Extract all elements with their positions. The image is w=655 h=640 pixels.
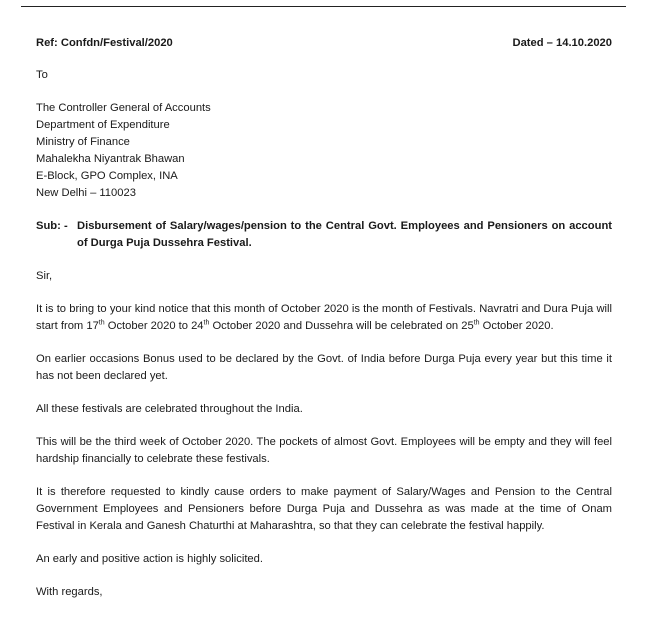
ordinal-suffix: th (203, 319, 210, 327)
address-line: E-Block, GPO Complex, INA (36, 170, 178, 182)
address-line: Department of Expenditure (36, 119, 170, 131)
ordinal-suffix: th (473, 319, 480, 327)
address-line: New Delhi – 110023 (36, 187, 136, 199)
address-line: Ministry of Finance (36, 136, 130, 148)
to-label: To (36, 69, 48, 81)
ordinal-suffix: th (98, 319, 105, 327)
salutation: Sir, (36, 270, 53, 282)
letter-date: Dated – 14.10.2020 (512, 37, 612, 49)
paragraph-request: It is therefore requested to kindly cause orders to make payment of Salary/Wages and Pension to the Central Government Employees and Pensioners before Durga Puja and Dussehra as was made at the time of Onam Festival in Kerala and Ganesh Chaturthi at Maharashtra, so that they can celebrate the festival happily. (36, 486, 612, 532)
letter-body (36, 35, 612, 601)
text-run: October 2020. (479, 320, 554, 332)
recipient-address (36, 100, 612, 202)
paragraph-bonus: On earlier occasions Bonus used to be declared by the Govt. of India before Durga Puja every year but this time it has not been declared yet. (36, 353, 612, 382)
subject-line (36, 218, 612, 252)
reference-row (36, 35, 612, 52)
subject-label: Sub: - (36, 220, 68, 232)
address-line: Mahalekha Niyantrak Bhawan (36, 153, 185, 165)
text-run: It is to bring to your kind notice that this month of October 2020 is the month of Festivals. Navratri and Dura Puja will start from 17 (36, 303, 612, 332)
reference-number: Ref: Confdn/Festival/2020 (36, 37, 173, 49)
text-run: October 2020 to 24 (104, 320, 204, 332)
paragraph-festivals: All these festivals are celebrated throughout the India. (36, 403, 303, 415)
paragraph-hardship: This will be the third week of October 2020. The pockets of almost Govt. Employees will be empty and they will feel hardship financially to celebrate these festivals. (36, 436, 612, 465)
paragraph-festival-dates (36, 301, 612, 335)
closing-regards: With regards, (36, 586, 103, 598)
paragraph-action: An early and positive action is highly solicited. (36, 553, 263, 565)
subject-text: Disbursement of Salary/wages/pension to the Central Govt. Employees and Pensioners on account of Durga Puja Dussehra Festival. (77, 220, 612, 249)
text-run: October 2020 and Dussehra will be celebrated on 25 (209, 320, 474, 332)
header-rule (21, 6, 626, 7)
address-line: The Controller General of Accounts (36, 102, 211, 114)
